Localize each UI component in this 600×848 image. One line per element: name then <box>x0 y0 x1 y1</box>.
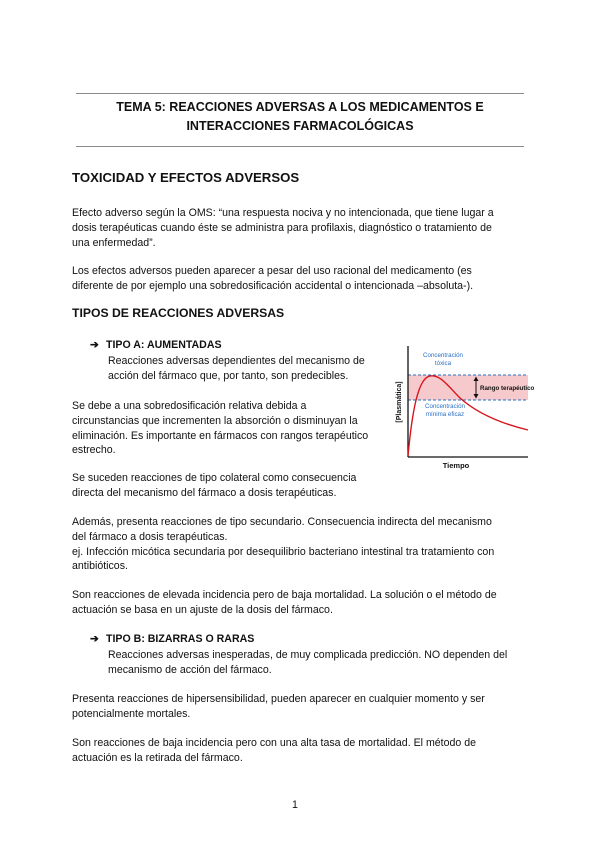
type-a-description <box>108 354 365 384</box>
text-line: antibióticos. <box>72 560 128 573</box>
text-line: directa del mecanismo del fármaco a dosis terapéuticas. <box>72 486 337 499</box>
text-line: Presenta reacciones de hipersensibilidad, pueden aparecer en cualquier momento y ser <box>72 693 485 705</box>
text-line: Son reacciones de elevada incidencia pero de baja mortalidad. La solución o el método de <box>72 589 497 601</box>
type-b-heading <box>90 633 254 645</box>
type-a-heading <box>90 339 222 351</box>
type-a-label: TIPO A: AUMENTADAS <box>106 339 222 351</box>
bottom-rule <box>76 146 524 147</box>
min-label-line-1: Concentración <box>425 403 465 410</box>
text-line: Se suceden reacciones de tipo colateral como consecuencia <box>72 472 357 484</box>
paragraph-incidencia-a <box>72 588 497 618</box>
text-line: acción del fármaco que, por tanto, son predecibles. <box>108 369 349 382</box>
section-heading-toxicidad: TOXICIDAD Y EFECTOS ADVERSOS <box>72 170 300 185</box>
paragraph-incidencia-b <box>72 736 476 766</box>
arrow-right-icon: ➔ <box>90 633 99 645</box>
text-line: potencialmente mortales. <box>72 707 191 720</box>
paragraph-sobredosificacion <box>72 399 368 458</box>
paragraph-uso-racional <box>72 264 473 294</box>
text-line: Además, presenta reacciones de tipo secundario. Consecuencia indirecta del mecanismo <box>72 516 492 528</box>
toxic-label-line-1: Concentración <box>423 352 463 359</box>
plasma-concentration-figure <box>388 340 534 472</box>
range-label: Rango terapéutico <box>480 385 534 392</box>
title-line-2: INTERACCIONES FARMACOLÓGICAS <box>186 119 414 133</box>
page-number: 1 <box>292 799 298 811</box>
toxic-label-line-2: tóxica <box>434 360 452 367</box>
text-line: estrecho. <box>72 444 116 457</box>
text-line: actuación se basa en un ajuste de la dosis del fármaco. <box>72 603 333 616</box>
text-line: mecanismo de acción del fármaco. <box>108 663 272 676</box>
text-line: Efecto adverso según la OMS: “una respuesta nociva y no intencionada, que tiene lugar a <box>72 207 494 219</box>
arrow-right-icon: ➔ <box>90 339 99 351</box>
y-axis-label: [Plasmática] <box>396 381 403 423</box>
paragraph-colateral <box>72 471 356 501</box>
document-title <box>76 98 524 136</box>
text-line: eliminación. Es importante en fármacos con rangos terapéutico <box>72 429 369 442</box>
text-line: dosis terapéuticas cuando éste se administra para profilaxis, diagnóstico o tratamiento de <box>72 221 492 234</box>
type-b-description <box>108 648 507 678</box>
text-line: Se debe a una sobredosificación relativa debida a <box>72 400 307 412</box>
paragraph-hipersensibilidad <box>72 692 485 722</box>
text-line: Reacciones adversas dependientes del mecanismo de <box>108 355 365 367</box>
text-line: una enfermedad”. <box>72 236 156 249</box>
text-line: Reacciones adversas inesperadas, de muy complicada predicción. NO dependen del <box>108 649 508 661</box>
section-heading-tipos: TIPOS DE REACCIONES ADVERSAS <box>72 306 285 320</box>
text-line: Los efectos adversos pueden aparecer a pesar del uso racional del medicamento (es <box>72 265 472 277</box>
type-b-label: TIPO B: BIZARRAS O RARAS <box>106 633 255 645</box>
top-rule <box>76 93 524 94</box>
paragraph-oms <box>72 206 494 250</box>
x-axis-label: Tiempo <box>442 461 470 470</box>
text-line: circunstancias que incrementen la absorción o disminuyan la <box>72 414 358 427</box>
text-line: actuación es la retirada del fármaco. <box>72 751 243 764</box>
text-line: Son reacciones de baja incidencia pero con una alta tasa de mortalidad. El método de <box>72 737 477 749</box>
min-label-line-2: mínima eficaz <box>425 411 465 418</box>
text-line: del fármaco a dosis terapéuticas. <box>72 530 228 543</box>
text-line: ej. Infección micótica secundaria por desequilibrio bacteriano intestinal tra tratamiento con <box>72 545 495 558</box>
text-line: diferente de por ejemplo una sobredosificación accidental o intencionada –absoluta-). <box>72 279 474 292</box>
title-line-1: TEMA 5: REACCIONES ADVERSAS A LOS MEDICAMENTOS E <box>116 100 484 114</box>
paragraph-secundario <box>72 515 494 574</box>
